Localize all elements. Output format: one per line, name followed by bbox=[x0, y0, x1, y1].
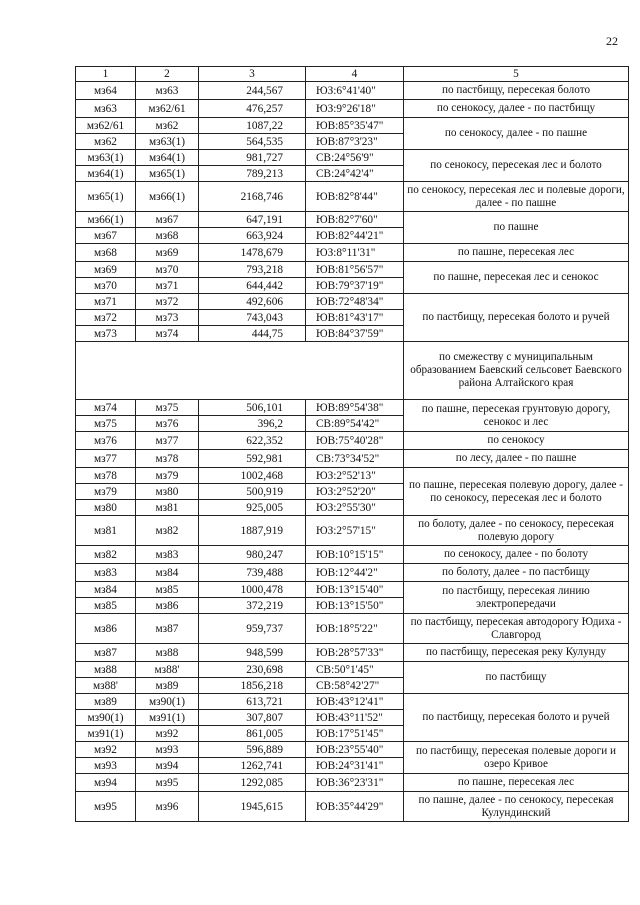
table-row bbox=[76, 662, 629, 678]
segment-length: 1478,679 bbox=[199, 244, 306, 262]
table-row bbox=[76, 614, 629, 644]
route-description: по пастбищу, пересекая линию электропередачи bbox=[404, 582, 629, 614]
azimuth: ЮВ:43°11'52" bbox=[306, 710, 404, 726]
point-to: мз78 bbox=[136, 450, 199, 468]
azimuth: ЮВ:17°51'45" bbox=[306, 726, 404, 742]
azimuth: ЮВ:85°35'47" bbox=[306, 118, 404, 134]
route-description: по сенокосу, далее - по пастбищу bbox=[404, 100, 629, 118]
azimuth: ЮВ:75°40'28" bbox=[306, 432, 404, 450]
route-description: по пастбищу, пересекая болото и ручей bbox=[404, 294, 629, 342]
point-to: мз74 bbox=[136, 326, 199, 342]
azimuth: ЮЗ:2°55'30" bbox=[306, 500, 404, 516]
point-to: мз85 bbox=[136, 582, 199, 598]
azimuth: ЮВ:10°15'15" bbox=[306, 546, 404, 564]
table-row bbox=[76, 774, 629, 792]
point-from: мз62/61 bbox=[76, 118, 136, 134]
segment-length: 506,101 bbox=[199, 400, 306, 416]
point-to: мз65(1) bbox=[136, 166, 199, 182]
table-header-row bbox=[76, 67, 629, 82]
point-to: мз72 bbox=[136, 294, 199, 310]
segment-length: 959,737 bbox=[199, 614, 306, 644]
azimuth: ЮВ:35°44'29" bbox=[306, 792, 404, 822]
table-row bbox=[76, 400, 629, 416]
column-header: 4 bbox=[306, 67, 404, 82]
table-row bbox=[76, 432, 629, 450]
point-to: мз66(1) bbox=[136, 182, 199, 212]
azimuth: ЮВ:12°44'2" bbox=[306, 564, 404, 582]
point-to: мз75 bbox=[136, 400, 199, 416]
segment-length: 1000,478 bbox=[199, 582, 306, 598]
table-row bbox=[76, 82, 629, 100]
azimuth: ЮВ:89°54'38" bbox=[306, 400, 404, 416]
point-from: мз75 bbox=[76, 416, 136, 432]
segment-length: 980,247 bbox=[199, 546, 306, 564]
segment-length: 1002,468 bbox=[199, 468, 306, 484]
azimuth: ЮВ:43°12'41" bbox=[306, 694, 404, 710]
route-description: по пашне, далее - по сенокосу, пересекая Кулундинский bbox=[404, 792, 629, 822]
point-from: мз90(1) bbox=[76, 710, 136, 726]
point-to: мз96 bbox=[136, 792, 199, 822]
point-from: мз77 bbox=[76, 450, 136, 468]
column-header: 1 bbox=[76, 67, 136, 82]
route-description: по пастбищу, пересекая реку Кулунду bbox=[404, 644, 629, 662]
point-to: мз63 bbox=[136, 82, 199, 100]
point-to: мз73 bbox=[136, 310, 199, 326]
point-from: мз85 bbox=[76, 598, 136, 614]
segment-length: 444,75 bbox=[199, 326, 306, 342]
segment-length: 647,191 bbox=[199, 212, 306, 228]
point-to: мз86 bbox=[136, 598, 199, 614]
point-from: мз62 bbox=[76, 134, 136, 150]
segment-length: 1945,615 bbox=[199, 792, 306, 822]
segment-length: 1887,919 bbox=[199, 516, 306, 546]
point-to: мз88' bbox=[136, 662, 199, 678]
azimuth: ЮВ:87°3'23" bbox=[306, 134, 404, 150]
point-from: мз73 bbox=[76, 326, 136, 342]
table-row bbox=[76, 182, 629, 212]
point-to: мз62 bbox=[136, 118, 199, 134]
azimuth: ЮВ:82°7'60" bbox=[306, 212, 404, 228]
point-from: мз81 bbox=[76, 516, 136, 546]
segment-length: 244,567 bbox=[199, 82, 306, 100]
segment-length: 622,352 bbox=[199, 432, 306, 450]
point-from: мз63(1) bbox=[76, 150, 136, 166]
point-from: мз82 bbox=[76, 546, 136, 564]
point-to: мз83 bbox=[136, 546, 199, 564]
merged-blank-cell bbox=[76, 342, 404, 400]
route-description: по сенокосу, пересекая лес и полевые дороги, далее - по пашне bbox=[404, 182, 629, 212]
point-from: мз86 bbox=[76, 614, 136, 644]
segment-length: 739,488 bbox=[199, 564, 306, 582]
point-from: мз76 bbox=[76, 432, 136, 450]
azimuth: ЮВ:13°15'40" bbox=[306, 582, 404, 598]
point-to: мз93 bbox=[136, 742, 199, 758]
point-from: мз68 bbox=[76, 244, 136, 262]
point-from: мз83 bbox=[76, 564, 136, 582]
segment-length: 663,924 bbox=[199, 228, 306, 244]
point-from: мз92 bbox=[76, 742, 136, 758]
point-from: мз72 bbox=[76, 310, 136, 326]
point-to: мз79 bbox=[136, 468, 199, 484]
table-row bbox=[76, 582, 629, 598]
segment-length: 1856,218 bbox=[199, 678, 306, 694]
point-from: мз94 bbox=[76, 774, 136, 792]
point-to: мз87 bbox=[136, 614, 199, 644]
segment-length: 230,698 bbox=[199, 662, 306, 678]
point-to: мз89 bbox=[136, 678, 199, 694]
column-header: 5 bbox=[404, 67, 629, 82]
azimuth: ЮЗ:9°26'18" bbox=[306, 100, 404, 118]
route-description: по болоту, далее - по пастбищу bbox=[404, 564, 629, 582]
azimuth: ЮЗ:6°41'40" bbox=[306, 82, 404, 100]
point-to: мз95 bbox=[136, 774, 199, 792]
route-description: по пашне, пересекая лес и сенокос bbox=[404, 262, 629, 294]
point-from: мз65(1) bbox=[76, 182, 136, 212]
point-to: мз63(1) bbox=[136, 134, 199, 150]
route-description: по смежеству с муниципальным образованием Баевский сельсовет Баевского района Алтайского края bbox=[404, 342, 629, 400]
point-from: мз71 bbox=[76, 294, 136, 310]
segment-length: 1292,085 bbox=[199, 774, 306, 792]
route-description: по сенокосу, далее - по пашне bbox=[404, 118, 629, 150]
point-from: мз84 bbox=[76, 582, 136, 598]
point-to: мз92 bbox=[136, 726, 199, 742]
point-from: мз78 bbox=[76, 468, 136, 484]
point-to: мз94 bbox=[136, 758, 199, 774]
point-to: мз77 bbox=[136, 432, 199, 450]
table-row bbox=[76, 244, 629, 262]
table-row-merged bbox=[76, 342, 629, 400]
page-number: 22 bbox=[606, 34, 618, 48]
point-from: мз64 bbox=[76, 82, 136, 100]
azimuth: ЮВ:84°37'59" bbox=[306, 326, 404, 342]
point-from: мз88' bbox=[76, 678, 136, 694]
point-from: мз63 bbox=[76, 100, 136, 118]
segment-length: 476,257 bbox=[199, 100, 306, 118]
point-to: мз69 bbox=[136, 244, 199, 262]
segment-length: 396,2 bbox=[199, 416, 306, 432]
point-from: мз66(1) bbox=[76, 212, 136, 228]
azimuth: ЮВ:24°31'41" bbox=[306, 758, 404, 774]
segment-length: 564,535 bbox=[199, 134, 306, 150]
point-to: мз62/61 bbox=[136, 100, 199, 118]
table-row bbox=[76, 294, 629, 310]
point-from: мз88 bbox=[76, 662, 136, 678]
segment-length: 596,889 bbox=[199, 742, 306, 758]
point-from: мз91(1) bbox=[76, 726, 136, 742]
point-to: мз84 bbox=[136, 564, 199, 582]
route-description: по пашне, пересекая полевую дорогу, далее - по сенокосу, пересекая лес и болото bbox=[404, 468, 629, 516]
table-row bbox=[76, 150, 629, 166]
point-to: мз81 bbox=[136, 500, 199, 516]
point-from: мз69 bbox=[76, 262, 136, 278]
table-row bbox=[76, 742, 629, 758]
point-to: мз70 bbox=[136, 262, 199, 278]
table-row bbox=[76, 262, 629, 278]
azimuth: СВ:58°42'27" bbox=[306, 678, 404, 694]
azimuth: ЮЗ:2°57'15" bbox=[306, 516, 404, 546]
point-from: мз89 bbox=[76, 694, 136, 710]
point-from: мз67 bbox=[76, 228, 136, 244]
segment-length: 592,981 bbox=[199, 450, 306, 468]
point-to: мз64(1) bbox=[136, 150, 199, 166]
point-from: мз74 bbox=[76, 400, 136, 416]
route-description: по сенокосу, далее - по болоту bbox=[404, 546, 629, 564]
point-to: мз76 bbox=[136, 416, 199, 432]
segment-length: 1087,22 bbox=[199, 118, 306, 134]
azimuth: ЮВ:36°23'31" bbox=[306, 774, 404, 792]
segment-length: 743,043 bbox=[199, 310, 306, 326]
point-to: мз88 bbox=[136, 644, 199, 662]
table-row bbox=[76, 212, 629, 228]
point-to: мз90(1) bbox=[136, 694, 199, 710]
table-row bbox=[76, 516, 629, 546]
route-description: по лесу, далее - по пашне bbox=[404, 450, 629, 468]
point-from: мз79 bbox=[76, 484, 136, 500]
point-to: мз71 bbox=[136, 278, 199, 294]
point-from: мз93 bbox=[76, 758, 136, 774]
azimuth: СВ:73°34'52" bbox=[306, 450, 404, 468]
route-description: по сенокосу, пересекая лес и болото bbox=[404, 150, 629, 182]
route-description: по пастбищу, пересекая полевые дороги и озеро Кривое bbox=[404, 742, 629, 774]
route-description: по пашне, пересекая лес bbox=[404, 774, 629, 792]
segment-length: 500,919 bbox=[199, 484, 306, 500]
point-to: мз91(1) bbox=[136, 710, 199, 726]
route-description: по пастбищу, пересекая болото bbox=[404, 82, 629, 100]
column-header: 3 bbox=[199, 67, 306, 82]
azimuth: ЮВ:28°57'33" bbox=[306, 644, 404, 662]
table-row bbox=[76, 118, 629, 134]
segment-length: 644,442 bbox=[199, 278, 306, 294]
segment-length: 307,807 bbox=[199, 710, 306, 726]
route-description: по пашне, пересекая грунтовую дорогу, сенокос и лес bbox=[404, 400, 629, 432]
boundary-table bbox=[75, 66, 629, 822]
azimuth: ЮВ:82°8'44" bbox=[306, 182, 404, 212]
azimuth: СВ:24°56'9" bbox=[306, 150, 404, 166]
point-from: мз95 bbox=[76, 792, 136, 822]
table-row bbox=[76, 792, 629, 822]
point-to: мз67 bbox=[136, 212, 199, 228]
segment-length: 789,213 bbox=[199, 166, 306, 182]
route-description: по пашне, пересекая лес bbox=[404, 244, 629, 262]
segment-length: 2168,746 bbox=[199, 182, 306, 212]
table-row bbox=[76, 468, 629, 484]
table-row bbox=[76, 546, 629, 564]
point-from: мз64(1) bbox=[76, 166, 136, 182]
point-from: мз80 bbox=[76, 500, 136, 516]
segment-length: 492,606 bbox=[199, 294, 306, 310]
azimuth: ЮВ:72°48'34" bbox=[306, 294, 404, 310]
azimuth: ЮВ:18°5'22" bbox=[306, 614, 404, 644]
segment-length: 613,721 bbox=[199, 694, 306, 710]
segment-length: 981,727 bbox=[199, 150, 306, 166]
route-description: по пастбищу bbox=[404, 662, 629, 694]
route-description: по пастбищу, пересекая болото и ручей bbox=[404, 694, 629, 742]
point-to: мз80 bbox=[136, 484, 199, 500]
azimuth: ЮЗ:2°52'13" bbox=[306, 468, 404, 484]
table-row bbox=[76, 564, 629, 582]
segment-length: 793,218 bbox=[199, 262, 306, 278]
route-description: по сенокосу bbox=[404, 432, 629, 450]
route-description: по пашне bbox=[404, 212, 629, 244]
segment-length: 372,219 bbox=[199, 598, 306, 614]
azimuth: ЮВ:23°55'40" bbox=[306, 742, 404, 758]
segment-length: 1262,741 bbox=[199, 758, 306, 774]
azimuth: ЮЗ:8°11'31" bbox=[306, 244, 404, 262]
route-description: по пастбищу, пересекая автодорогу Юдиха - Славгород bbox=[404, 614, 629, 644]
segment-length: 861,005 bbox=[199, 726, 306, 742]
azimuth: ЮВ:81°56'57" bbox=[306, 262, 404, 278]
segment-length: 948,599 bbox=[199, 644, 306, 662]
azimuth: СВ:89°54'42" bbox=[306, 416, 404, 432]
table-row bbox=[76, 644, 629, 662]
azimuth: СВ:24°42'4" bbox=[306, 166, 404, 182]
azimuth: ЮЗ:2°52'20" bbox=[306, 484, 404, 500]
table-row bbox=[76, 694, 629, 710]
azimuth: СВ:50°1'45" bbox=[306, 662, 404, 678]
azimuth: ЮВ:82°44'21" bbox=[306, 228, 404, 244]
point-from: мз70 bbox=[76, 278, 136, 294]
table-row bbox=[76, 450, 629, 468]
azimuth: ЮВ:13°15'50" bbox=[306, 598, 404, 614]
column-header: 2 bbox=[136, 67, 199, 82]
azimuth: ЮВ:81°43'17" bbox=[306, 310, 404, 326]
point-to: мз68 bbox=[136, 228, 199, 244]
point-from: мз87 bbox=[76, 644, 136, 662]
azimuth: ЮВ:79°37'19" bbox=[306, 278, 404, 294]
point-to: мз82 bbox=[136, 516, 199, 546]
segment-length: 925,005 bbox=[199, 500, 306, 516]
table-row bbox=[76, 100, 629, 118]
route-description: по болоту, далее - по сенокосу, пересекая полевую дорогу bbox=[404, 516, 629, 546]
